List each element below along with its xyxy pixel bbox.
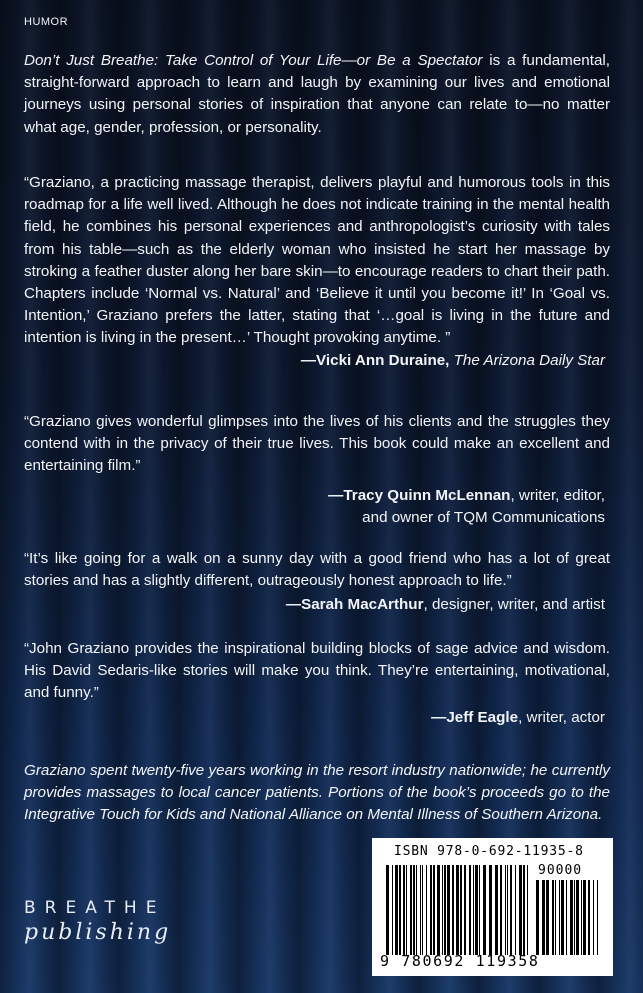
barcode-bar (413, 865, 415, 955)
reviewer-detail-4: , writer, actor (518, 709, 605, 726)
barcode-bar (500, 865, 502, 955)
publisher-logo (24, 898, 171, 945)
barcode-bar (583, 880, 586, 955)
barcode-bar (505, 865, 506, 955)
barcode-bar (410, 865, 412, 955)
review-quote-2: “Graziano gives wonderful glimpses into the lives of his clients and the struggles they contend with in the privacy of their true lives. This book could make an excellent and entertaining film.” (24, 413, 610, 475)
review-attribution-2 (45, 485, 605, 529)
reviewer-publication-1: The Arizona Daily Star (449, 352, 605, 369)
publisher-logo-line2: publishing (24, 920, 172, 945)
barcode-bar (399, 865, 401, 955)
barcode-bar (542, 880, 545, 955)
reviewer-detail-2: , writer, editor, (510, 487, 605, 504)
barcode-bar (479, 865, 480, 955)
reviewer-name-1: —Vicki Ann Duraine, (300, 352, 450, 369)
barcode-bar (475, 865, 478, 955)
barcode-bar (576, 880, 579, 955)
barcode-bar (426, 865, 427, 955)
barcode-bar (515, 865, 516, 955)
reviewer-name-3: —Sarah MacArthur (285, 596, 424, 613)
barcode-bar (546, 880, 549, 955)
barcode-bar (437, 865, 440, 955)
isbn-label: ISBN 978-0-692-11935-8 (394, 844, 584, 859)
reviewer-detail-2b: and owner of TQM Communications (362, 509, 605, 527)
barcode-bar (555, 880, 556, 955)
barcode-bar (416, 865, 417, 955)
publisher-logo-line1: BREATHE (24, 898, 166, 918)
price-code-label: 90000 (538, 863, 583, 878)
barcode-bar (507, 865, 508, 955)
barcode-bar (536, 880, 539, 955)
barcode-bar (510, 865, 512, 955)
review-quote-4: “John Graziano provides the inspirational building blocks of sage advice and wisdom. His David Sedaris-like stories will make you think. They’re entertaining, motivational, and funny.” (24, 640, 610, 702)
ean-digits-label: 9 780692 119358 (380, 952, 540, 970)
barcode-bar (559, 880, 560, 955)
barcode-bar (519, 865, 522, 955)
review-attribution-1 (45, 350, 605, 372)
barcode-bar (495, 865, 498, 955)
barcode-bar (523, 865, 525, 955)
barcode-bar (456, 865, 459, 955)
author-bio: Graziano spent twenty-five years working in the resort industry nationwide; he currently provides massages to local cancer patients. Portions of the book’s proceeds go to the Integrative Touch for Kids and National Alliance on Mental Illness of Southern Arizona. (24, 762, 610, 824)
barcode-bar (452, 865, 454, 955)
barcode-bar (422, 865, 423, 955)
barcode-bar (444, 865, 446, 955)
barcode-bar (552, 880, 554, 955)
barcode-bar (473, 865, 474, 955)
barcode-bar (588, 880, 590, 955)
description-text: is a fundamental, straight-forward approach to learn and laugh by examining our lives and emotional journeys using personal stories of inspiration that anyone can relate to—no matter what age, gender, profession, or personality. (24, 52, 610, 136)
barcode-bar (581, 880, 582, 955)
barcode-bar (561, 880, 564, 955)
reviewer-detail-3: , designer, writer, and artist (423, 596, 605, 613)
barcode-bar (566, 880, 567, 955)
barcode-bar (593, 880, 594, 955)
barcode-bar (386, 865, 389, 955)
ean-bars (386, 865, 530, 955)
isbn-barcode (372, 838, 613, 976)
barcode-bar (574, 880, 575, 955)
barcode-bar (406, 865, 407, 955)
reviewer-name-2: —Tracy Quinn McLennan (328, 487, 511, 504)
barcode-bar (403, 865, 405, 955)
barcode-bar (433, 865, 435, 955)
barcode-bar (442, 865, 443, 955)
addon-bars (536, 880, 600, 955)
reviewer-name-4: —Jeff Eagle (431, 709, 519, 726)
review-attribution-4 (45, 707, 605, 729)
barcode-bar (420, 865, 421, 955)
book-description (24, 50, 610, 139)
review-quote-1: “Graziano, a practicing massage therapist, delivers playful and humorous tools in this roadmap for a life well lived. Although he does not indicate training in the mental health field, he combines his personal experiences and anthropologist’s curiosity with tales from his table—such as the elderly woman who insisted he start her massage by stroking a feather duster along her bare skin—to encourage readers to chart their path. Chapters include ‘Normal vs. Natural’ and ‘Believe it until you become it!’ In ‘Goal vs. Intention,’ Graziano prefers the latter, stating that ‘…goal is living in the future and intention is living in the present…’ Thought provoking anytime. ” (24, 174, 610, 347)
barcode-bar (483, 865, 486, 955)
barcode-bar (464, 865, 466, 955)
barcode-bar (597, 880, 598, 955)
barcode-bar (570, 880, 573, 955)
barcode-bar (447, 865, 450, 955)
review-quote-3: “It’s like going for a walk on a sunny day with a good friend who has a lot of great stories and has a slightly different, outrageously honest approach to life.” (24, 550, 610, 590)
barcode-bar (469, 865, 471, 955)
barcode-bar (392, 865, 393, 955)
book-title: Don’t Just Breathe: Take Control of Your Life—or Be a Spectator (24, 52, 483, 69)
barcode-bar (460, 865, 462, 955)
barcode-bar (527, 865, 528, 955)
barcode-bar (395, 865, 398, 955)
barcode-bar (489, 865, 492, 955)
barcode-bar (430, 865, 432, 955)
review-attribution-3 (45, 594, 605, 616)
category-label: HUMOR (24, 16, 69, 28)
